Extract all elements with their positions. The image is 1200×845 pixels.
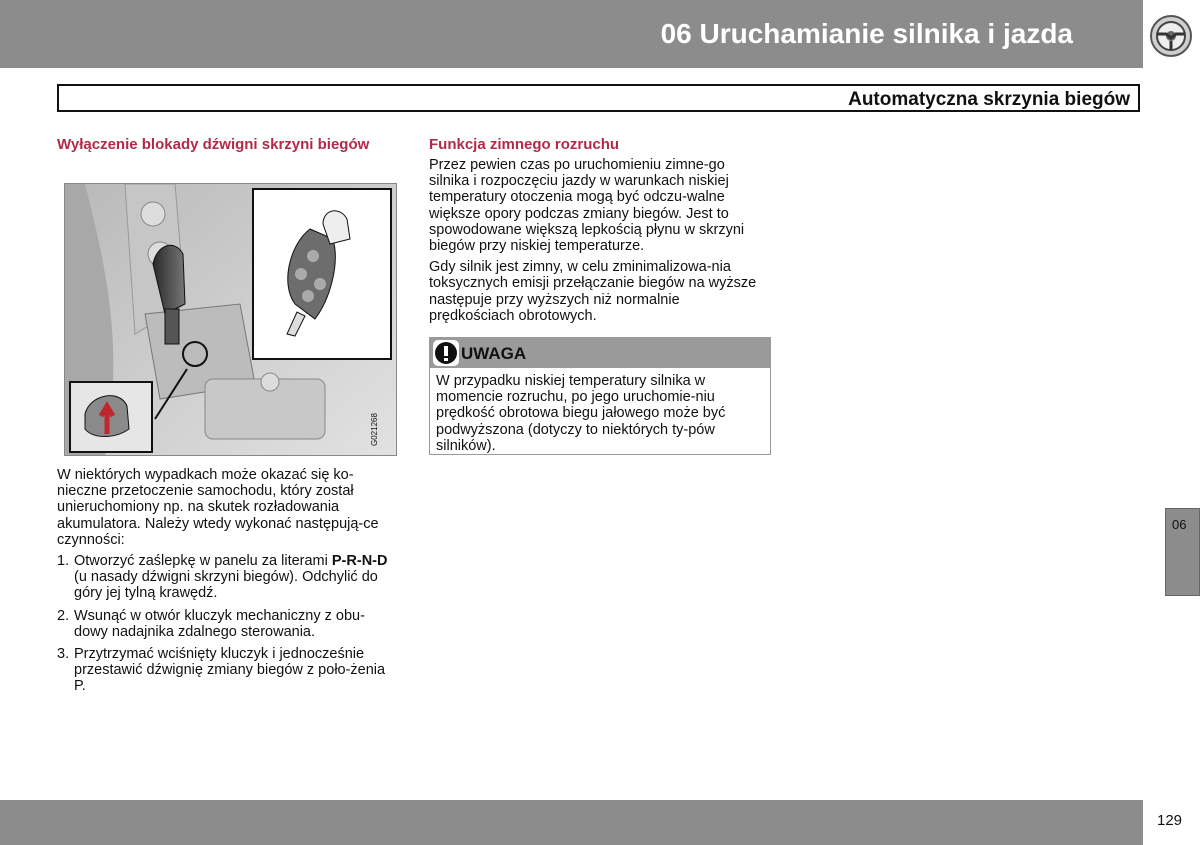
page-number: 129	[1157, 812, 1183, 829]
paragraph-2: Gdy silnik jest zimny, w celu zminimalizowa-nia toksycznych emisji przełączanie biegów na wyższe następuje przy wyższych niż normalnie prędkościach obrotowych.	[429, 259, 757, 324]
note-header	[430, 338, 770, 368]
note-text: W przypadku niskiej temperatury silnika w momencie rozruchu, po jego uruchomie-niu prędkość obrotowa biegu jałowego może być podwyższona (dotyczy to niektórych ty-pów silników).	[436, 373, 726, 454]
list-item: 2. Wsunąć w otwór kluczyk mechaniczny z obu-dowy nadajnika zdalnego sterowania.	[57, 607, 365, 640]
right-body	[429, 157, 769, 324]
chapter-title: 06 Uruchamianie silnika i jazda	[660, 18, 1073, 49]
steering-wheel-icon	[1149, 14, 1193, 58]
note-title: UWAGA	[461, 344, 527, 363]
paragraph-1: Przez pewien czas po uruchomieniu zimne-go silnika i rozpoczęciu jazdy w warunkach niskiej temperatury otoczenia mogą być odczu-walne większe opory podczas zmiany biegów. Jest to spowodowane większą lepkością płynu w skrzyni biegów przy niskiej temperaturze.	[429, 157, 745, 255]
chapter-tab-label: 06	[1172, 517, 1187, 532]
right-heading: Funkcja zimnego rozruchu	[429, 136, 620, 153]
header-bar	[0, 0, 1143, 68]
steps-list	[57, 553, 397, 695]
intro-paragraph: W niektórych wypadkach może okazać się ko-nieczne przetoczenie samochodu, który został unieruchomiony np. na skutek rozładowania akumulatora. Należy wtedy wykonać następują-ce czynności:	[57, 467, 379, 548]
figure-code: G021268	[370, 413, 379, 446]
left-heading: Wyłączenie blokady dźwigni skrzyni biegów	[57, 136, 370, 153]
list-item: 3. Przytrzymać wciśnięty kluczyk i jednocześnie przestawić dźwignię zmiany biegów z poło-żenia P.	[57, 646, 386, 695]
warning-icon	[433, 340, 459, 366]
note-box	[429, 337, 771, 455]
left-body	[57, 467, 397, 701]
section-title: Automatyczna skrzynia biegów	[848, 89, 1130, 110]
footer-bar	[0, 800, 1143, 845]
gear-lever-illustration	[64, 183, 397, 456]
list-item: 1. Otworzyć zaślepkę w panelu za literami P-R-N-D (u nasady dźwigni skrzyni biegów). Odchylić do góry jej tylną krawędź.	[57, 553, 388, 602]
chapter-tab	[1165, 508, 1200, 596]
section-header	[57, 84, 1140, 112]
